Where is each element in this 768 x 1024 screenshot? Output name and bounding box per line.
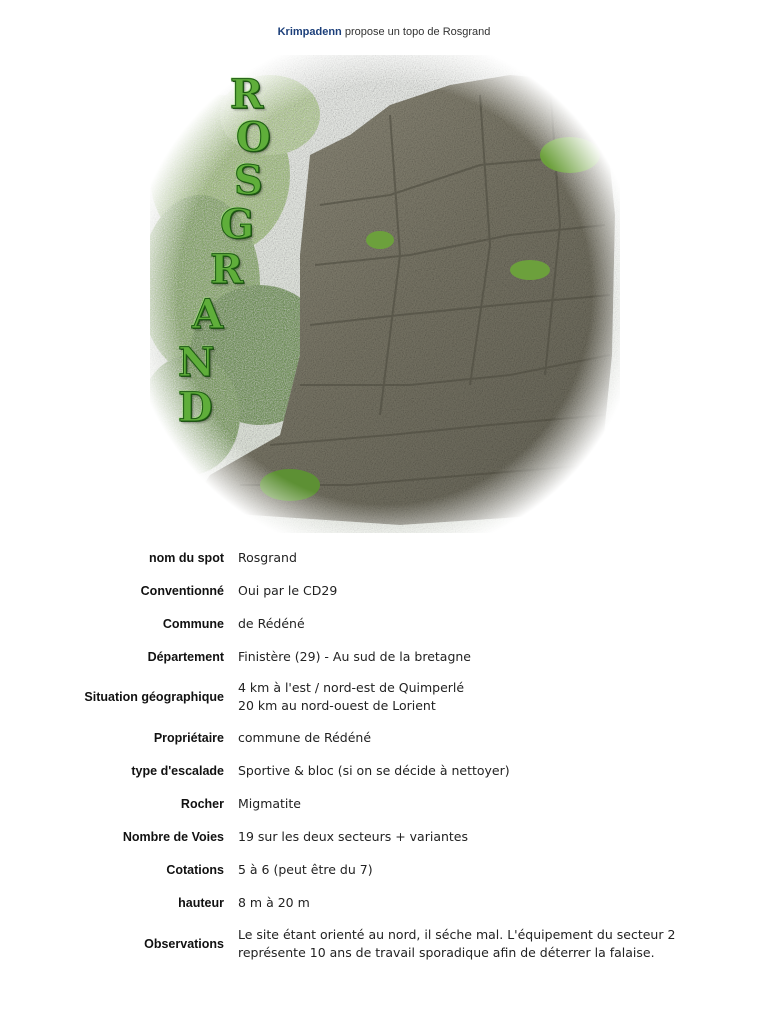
title-letter: R bbox=[210, 246, 244, 293]
page-header bbox=[0, 26, 768, 38]
row-value: commune de Rédéné bbox=[238, 729, 372, 745]
row-value: Oui par le CD29 bbox=[238, 582, 338, 598]
row-label: hauteur bbox=[178, 895, 224, 910]
title-letter: O bbox=[236, 114, 271, 161]
brand-name[interactable]: Krimpadenn bbox=[277, 26, 342, 38]
title-letter: R bbox=[230, 71, 264, 118]
info-row bbox=[60, 541, 700, 574]
rock-cliff-photo bbox=[150, 55, 620, 533]
row-label: Rocher bbox=[180, 796, 224, 811]
row-label: type d'escalade bbox=[131, 763, 224, 778]
title-letter: A bbox=[192, 291, 224, 338]
info-row bbox=[60, 574, 700, 607]
header-text: propose un topo de Rosgrand bbox=[341, 26, 491, 38]
row-value: Migmatite bbox=[238, 795, 301, 811]
title-letter: G bbox=[220, 201, 255, 248]
spot-info-table bbox=[60, 541, 700, 969]
info-row bbox=[60, 673, 700, 721]
info-row bbox=[60, 754, 700, 787]
info-row bbox=[60, 640, 700, 673]
row-value: Sportive & bloc (si on se décide à nettoyer) bbox=[238, 762, 510, 778]
title-letter: S bbox=[234, 157, 263, 204]
info-row bbox=[60, 607, 700, 640]
row-label: Commune bbox=[162, 616, 224, 631]
row-label: Conventionné bbox=[140, 583, 224, 598]
row-label: Nombre de Voies bbox=[122, 829, 224, 844]
info-row bbox=[60, 853, 700, 886]
title-letter: N bbox=[178, 339, 215, 386]
photo-illustration bbox=[150, 55, 620, 533]
row-value: 4 km à l'est / nord-est de Quimperlé 20 km au nord-ouest de Lorient bbox=[238, 680, 465, 713]
row-label: Situation géographique bbox=[84, 690, 224, 704]
row-label: Propriétaire bbox=[153, 730, 224, 745]
info-row bbox=[60, 721, 700, 754]
info-row bbox=[60, 919, 700, 969]
row-label: Cotations bbox=[166, 862, 224, 877]
row-value: Finistère (29) - Au sud de la bretagne bbox=[238, 648, 471, 664]
row-label: Observations bbox=[144, 937, 224, 951]
row-value: 5 à 6 (peut être du 7) bbox=[238, 861, 373, 877]
info-row bbox=[60, 886, 700, 919]
info-row bbox=[60, 787, 700, 820]
row-label: Département bbox=[147, 649, 224, 664]
row-value: Le site étant orienté au nord, il séche mal. L'équipement du secteur 2 représente 10 ans de travail sporadique afin de déterrer la falaise. bbox=[238, 927, 676, 960]
row-label: nom du spot bbox=[149, 550, 224, 565]
row-value: Rosgrand bbox=[238, 549, 297, 565]
row-value: 19 sur les deux secteurs + variantes bbox=[238, 828, 469, 844]
row-value: de Rédéné bbox=[238, 615, 305, 631]
row-value: 8 m à 20 m bbox=[238, 894, 310, 910]
info-row bbox=[60, 820, 700, 853]
title-letter: D bbox=[178, 384, 213, 431]
